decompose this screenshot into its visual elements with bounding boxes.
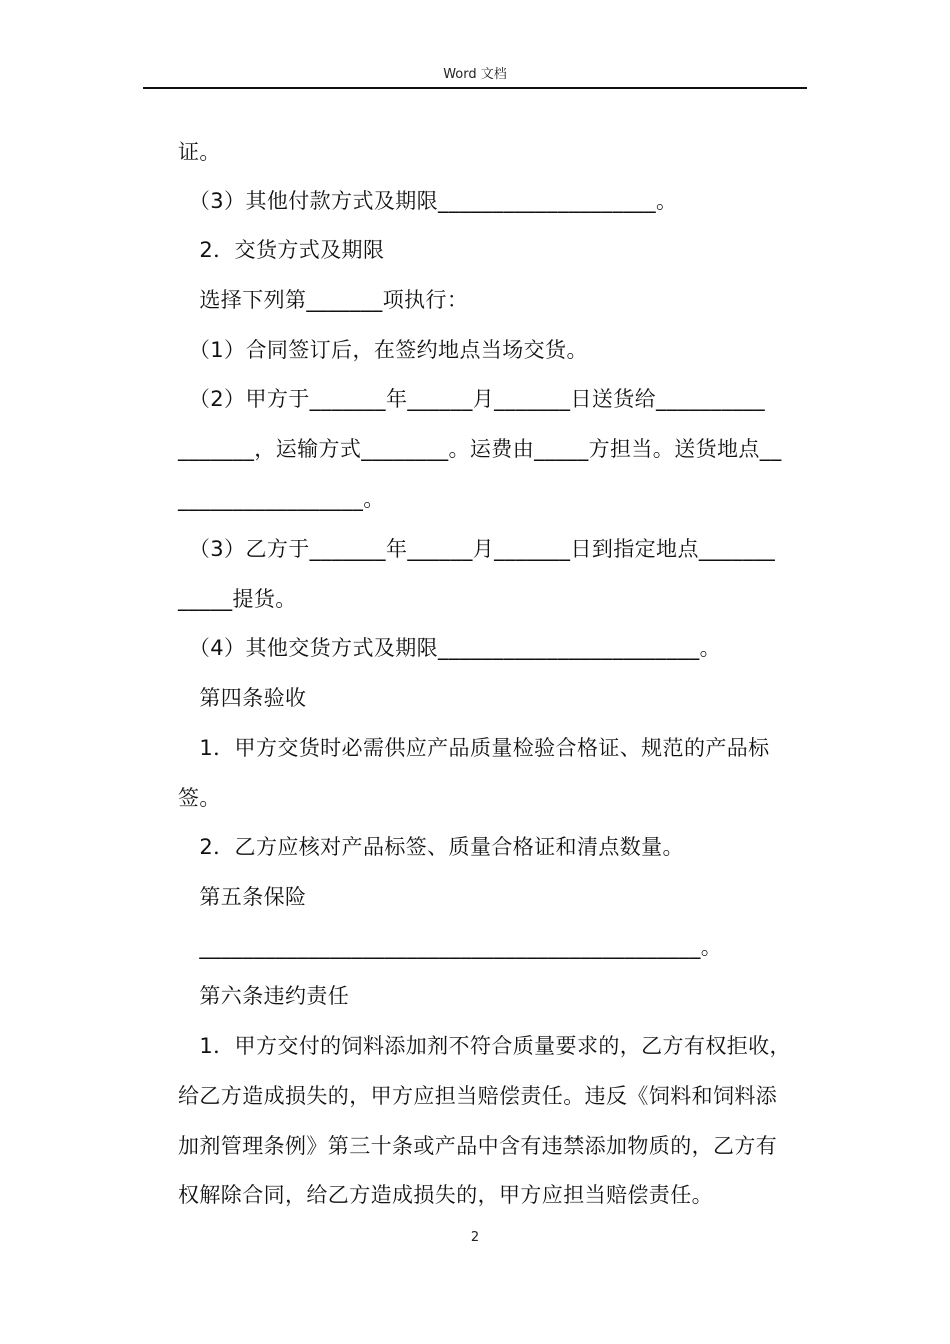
header-divider [143, 87, 807, 89]
text-line: 签。 [178, 786, 221, 810]
text-line: （3）其他付款方式及期限____________________。 [178, 189, 678, 213]
text-line: （4）其他交货方式及期限________________________。 [178, 636, 722, 660]
page-number: 2 [470, 1230, 480, 1245]
text-line: ______________________________________________。 [178, 935, 723, 959]
text-line: （1）合同签订后，在签约地点当场交货。 [178, 338, 588, 362]
section-heading: 第四条验收 [178, 686, 307, 710]
text-line: _______，运输方式________。运费由_____方担当。送货地点__ [178, 437, 782, 461]
text-line: 给乙方造成损失的，甲方应担当赔偿责任。违反《饲料和饲料添 [178, 1084, 778, 1108]
text-line: 2．交货方式及期限 [178, 238, 385, 262]
text-line: 加剂管理条例》第三十条或产品中含有违禁添加物质的，乙方有 [178, 1134, 778, 1158]
page-header-title: Word 文档 [443, 67, 507, 82]
text-line: 1．甲方交付的饲料添加剂不符合质量要求的，乙方有权拒收， [178, 1034, 791, 1058]
text-line: 选择下列第_______项执行： [178, 288, 469, 312]
text-line: _________________。 [178, 487, 385, 511]
text-line: （3）乙方于_______年______月_______日到指定地点_______ [178, 537, 776, 561]
section-heading: 第五条保险 [178, 885, 307, 909]
text-line: （2）甲方于_______年______月_______日送货给__________ [178, 387, 766, 411]
text-line: 权解除合同，给乙方造成损失的，甲方应担当赔偿责任。 [178, 1183, 713, 1207]
section-heading: 第六条违约责任 [178, 984, 350, 1008]
text-line: 2．乙方应核对产品标签、质量合格证和清点数量。 [178, 835, 684, 859]
text-line: 1．甲方交货时必需供应产品质量检验合格证、规范的产品标 [178, 736, 770, 760]
text-line: _____提货。 [178, 587, 297, 611]
text-line: 证。 [178, 140, 221, 164]
